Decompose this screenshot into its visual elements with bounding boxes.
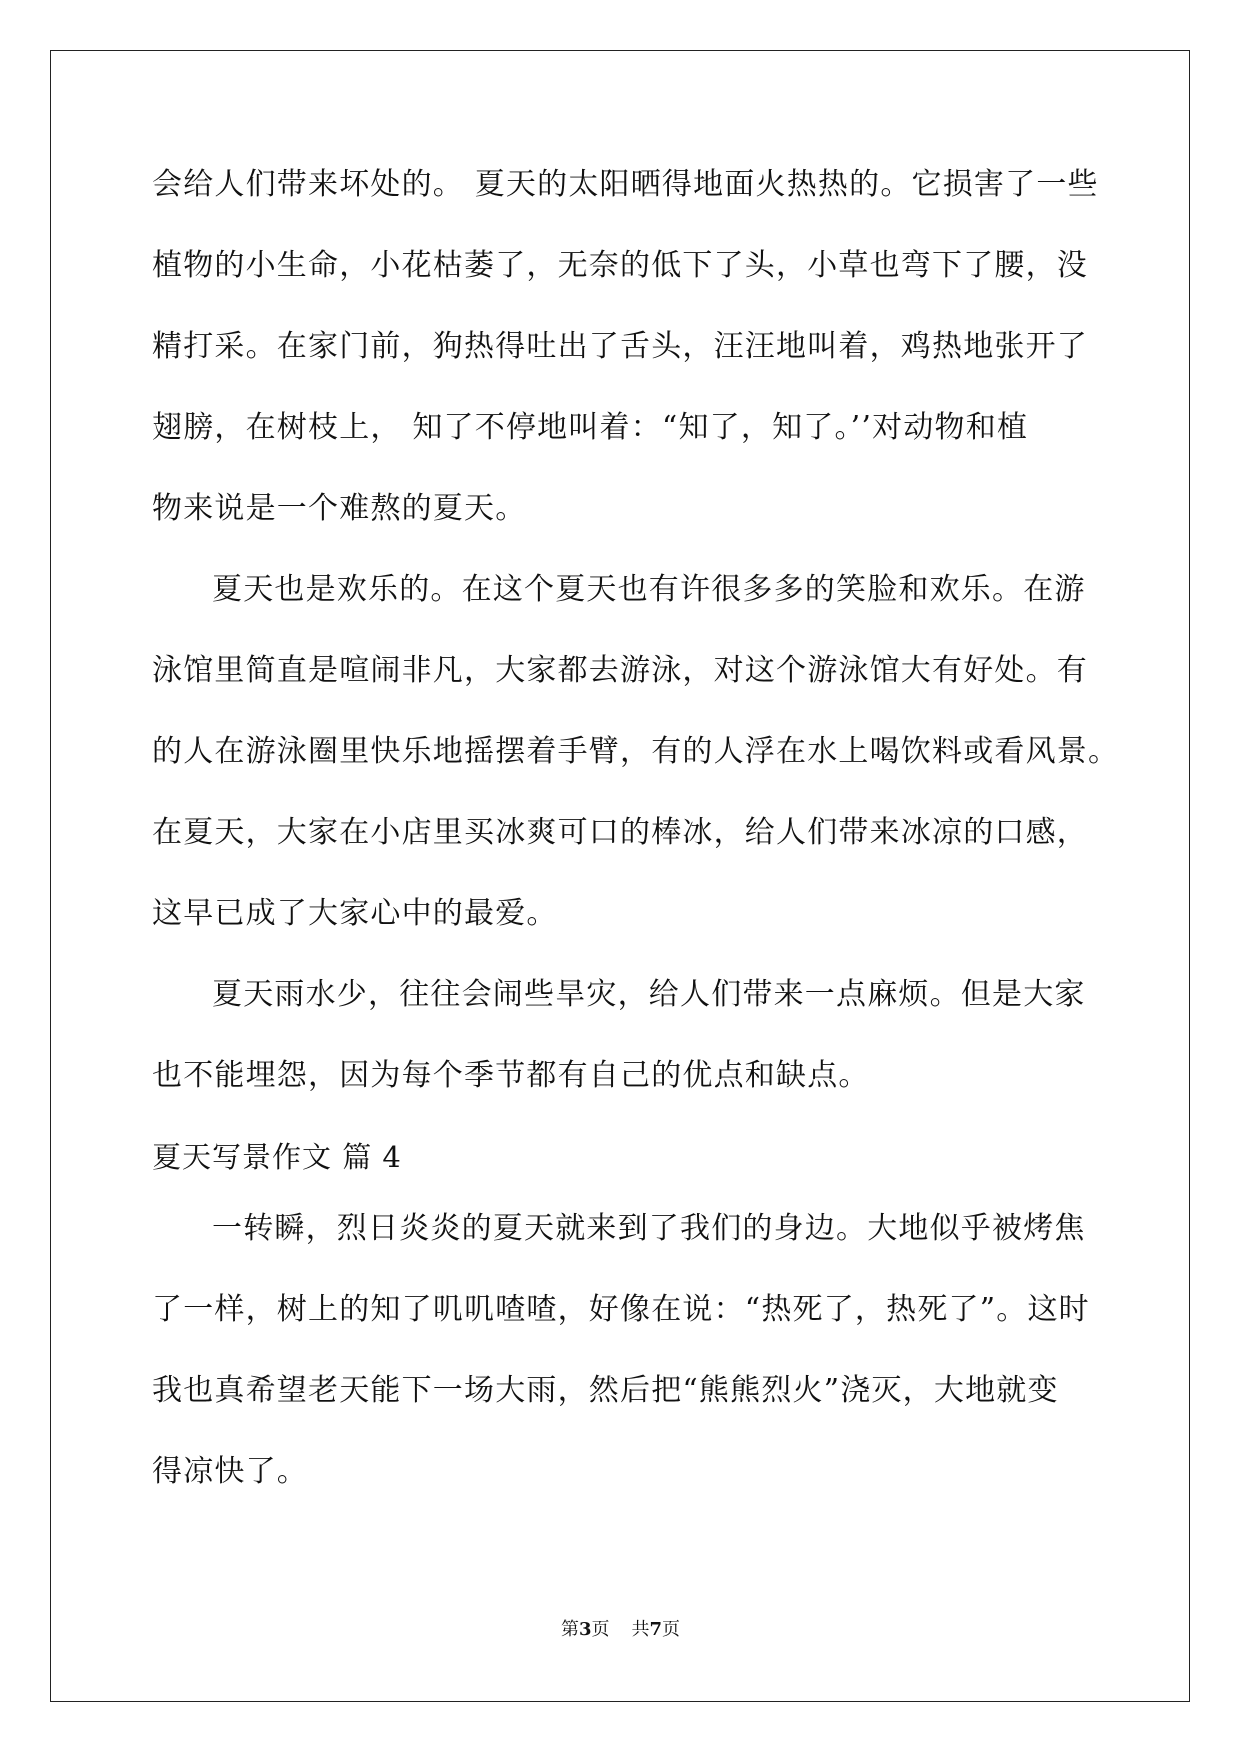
text-line: 会给人们带来坏处的。 夏天的太阳晒得地面火热热的。它损害了一些 (152, 167, 1099, 202)
page-footer (0, 1615, 1241, 1641)
document-body (152, 155, 1120, 1523)
total-suffix: 页 (662, 1619, 681, 1640)
text-line: 我也真希望老天能下一场大雨，然后把“熊熊烈火”浇灭，大地就变 (152, 1373, 1059, 1408)
text-line: 精打采。在家门前，狗热得吐出了舌头，汪汪地叫着，鸡热地张开了 (152, 329, 1088, 364)
paragraph-start-line: 一转瞬，烈日炎炎的夏天就来到了我们的身边。大地似乎被烤焦 (212, 1211, 1086, 1246)
section-heading: 夏天写景作文 篇 4 (152, 1140, 402, 1174)
text-line: 也不能埋怨，因为每个季节都有自己的优点和缺点。 (152, 1058, 870, 1093)
text-line: 物来说是一个难熬的夏天。 (152, 491, 527, 526)
page-suffix: 页 (591, 1619, 610, 1640)
total-page-number: 7 (649, 1619, 663, 1640)
text-line: 泳馆里简直是喧闹非凡，大家都去游泳，对这个游泳馆大有好处。有 (152, 653, 1088, 688)
text-line: 植物的小生命，小花枯萎了，无奈的低下了头，小草也弯下了腰，没 (152, 248, 1088, 283)
text-line: 得凉快了。 (152, 1454, 308, 1489)
text-line: 在夏天，大家在小店里买冰爽可口的棒冰，给人们带来冰凉的口感， (152, 815, 1088, 850)
paragraph-start-line: 夏天也是欢乐的。在这个夏天也有许很多多的笑脸和欢乐。在游 (212, 572, 1086, 607)
text-line: 了一样，树上的知了叽叽喳喳，好像在说：“热死了，热死了”。这时 (152, 1292, 1090, 1327)
text-line: 这早已成了大家心中的最爱。 (152, 896, 558, 931)
text-line: 的人在游泳圈里快乐地摇摆着手臂，有的人浮在水上喝饮料或看风景。 (152, 734, 1120, 769)
current-page-number: 3 (578, 1619, 592, 1640)
page-prefix: 第 (560, 1619, 579, 1640)
total-prefix: 共 (631, 1619, 650, 1640)
text-line: 翅膀，在树枝上， 知了不停地叫着：“知了，知了。’’对动物和植 (152, 410, 1029, 445)
paragraph-start-line: 夏天雨水少，往往会闹些旱灾，给人们带来一点麻烦。但是大家 (212, 977, 1086, 1012)
